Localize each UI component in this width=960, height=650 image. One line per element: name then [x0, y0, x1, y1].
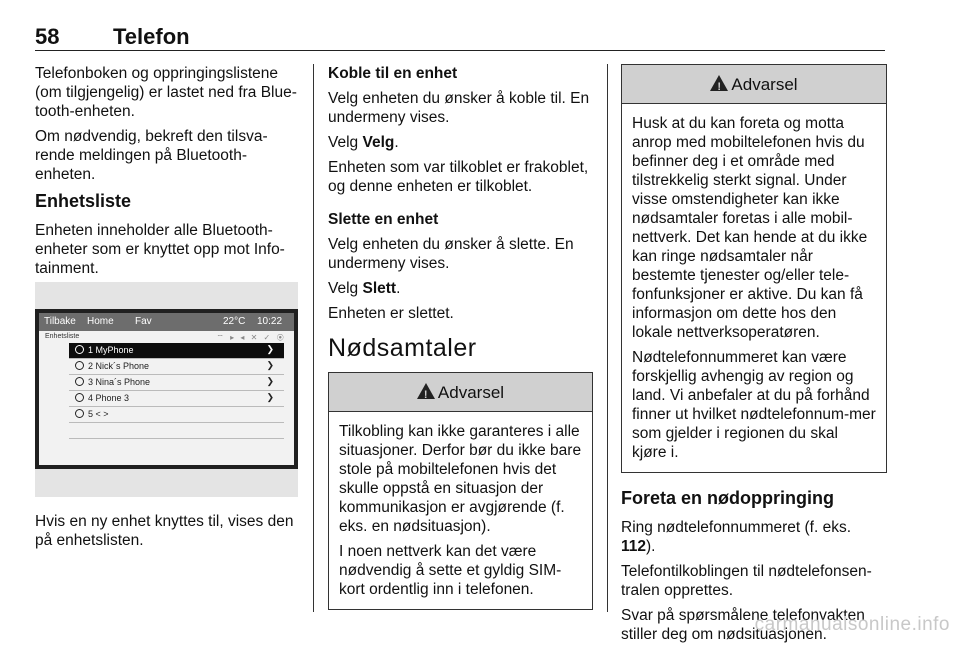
- warning-title: Advarsel: [731, 74, 798, 94]
- chevron-right-icon: ❯: [266, 392, 274, 402]
- tab-fav: Fav: [135, 316, 152, 327]
- infotainment-screen: [35, 309, 298, 469]
- heading-device-list: Enhetsliste: [35, 191, 132, 211]
- paragraph: Ring nødtelefonnummeret (f. eks. 112).: [621, 519, 852, 555]
- column-3: [621, 64, 887, 650]
- device-row: [69, 391, 284, 407]
- heading-make-emergency-call: Foreta en nødoppringing: [621, 488, 834, 508]
- radio-icon: [75, 393, 84, 402]
- watermark: carmanualsonline.info: [754, 614, 950, 635]
- paragraph: Velg enheten du ønsker å slette. En undermeny vises.: [328, 236, 574, 272]
- device-label: 5 < >: [88, 409, 109, 419]
- chevron-right-icon: ❯: [266, 360, 274, 370]
- device-row: [69, 375, 284, 391]
- radio-icon: [75, 345, 84, 354]
- heading-emergency-calls: Nødsamtaler: [328, 334, 477, 362]
- device-row: [69, 343, 284, 359]
- paragraph: Om nødvendig, bekreft den tilsva‐rende meldingen på Bluetooth-enheten.: [35, 128, 268, 183]
- radio-icon: [75, 377, 84, 386]
- device-label: 2 Nick´s Phone: [88, 361, 150, 371]
- page-header: [35, 20, 885, 51]
- tab-back: Tilbake: [44, 316, 76, 327]
- status-icons: ⌔ ▸ ◂ ✕ ✓ ◉: [216, 333, 286, 342]
- radio-icon: [75, 361, 84, 370]
- warning-icon: [417, 383, 435, 399]
- section-title: Telefon: [113, 24, 190, 49]
- paragraph: Husk at du kan foreta og motta anrop med mobiltelefonen hvis du befinner deg i et område med tilstrekkelig sterkt signal. Under visse omstendigheter kan ikke nødsamtaler foretas i alle mobil-nettverk. Det kan hende at du ikke kan ringe nødsamtaler når bestemte tjenester og/eller tele-fonfunksjoner er aktive. Du kan få informasjon om dette hos den lokale nettverksoperatøren.: [632, 115, 868, 341]
- clock: 10:22: [257, 316, 283, 327]
- subheading-connect: Koble til en enhet: [328, 65, 458, 82]
- temperature: 22°C: [223, 316, 246, 327]
- device-list-screenshot: [35, 282, 298, 497]
- screen-caption: Enhetsliste: [45, 333, 80, 340]
- screen-top-bar: [39, 313, 294, 331]
- paragraph: Velg Velg.: [328, 134, 399, 151]
- radio-icon: [75, 409, 84, 418]
- paragraph: Telefonboken og oppringingslistene (om tilgjengelig) er lastet ned fra Blue‐tooth-enheten.: [35, 65, 297, 120]
- empty-row: [69, 423, 284, 439]
- page-number: 58: [35, 24, 60, 49]
- device-label: 1 MyPhone: [88, 345, 134, 355]
- tab-home: Home: [87, 316, 114, 327]
- paragraph: Telefontilkoblingen til nødtelefonsen-tralen opprettes.: [621, 563, 872, 599]
- chevron-right-icon: ❯: [266, 344, 274, 354]
- device-row: [69, 359, 284, 375]
- warning-title: Advarsel: [437, 382, 505, 402]
- screen-body: [39, 331, 294, 465]
- paragraph: Enheten er slettet.: [328, 305, 454, 322]
- subheading-delete: Slette en enhet: [328, 211, 439, 228]
- column-divider: [607, 64, 608, 612]
- warning-header: [622, 65, 886, 104]
- warning-box: [328, 372, 593, 610]
- paragraph: Velg enheten du ønsker å koble til. En undermeny vises.: [328, 90, 590, 126]
- warning-box: [621, 64, 887, 473]
- column-2: [328, 64, 593, 610]
- device-row: [69, 407, 284, 423]
- paragraph: Tilkobling kan ikke garanteres i alle situasjoner. Derfor bør du ikke bare stole på mobiltelefonen hvis det skulle oppstå en situasjon der kommunikasjon er avgjørende (f. eks. en nødsituasjon).: [339, 423, 582, 535]
- paragraph: Hvis en ny enhet knyttes til, vises den på enhetslisten.: [35, 513, 294, 549]
- paragraph: Velg Slett.: [328, 280, 401, 297]
- column-1-bottom: [35, 512, 300, 556]
- paragraph: Nødtelefonnummeret kan være forskjellig avhengig av region og land. Vi anbefaler at du på forhånd finner ut hvilket nødtelefonnum-mer som gjelder i regionen du skal kjøre i.: [632, 349, 876, 461]
- device-label: 3 Nina´s Phone: [88, 377, 151, 387]
- paragraph: I noen nettverk kan det være nødvendig å sette et gyldig SIM-kort ordentlig inn i telefonen.: [339, 543, 562, 598]
- chevron-right-icon: ❯: [266, 376, 274, 386]
- device-label: 4 Phone 3: [88, 393, 130, 403]
- warning-icon: [710, 75, 728, 91]
- paragraph: Enheten som var tilkoblet er frakoblet, og denne enheten er tilkoblet.: [328, 159, 589, 195]
- column-1: [35, 64, 300, 284]
- paragraph: Svar på spørsmålene telefonvakten stiller deg om nødsituasjonen.: [621, 607, 865, 643]
- warning-header: [329, 373, 592, 412]
- paragraph: Enheten inneholder alle Bluetooth-enheter som er knyttet opp mot Info‐tainment.: [35, 222, 285, 277]
- column-divider: [313, 64, 314, 612]
